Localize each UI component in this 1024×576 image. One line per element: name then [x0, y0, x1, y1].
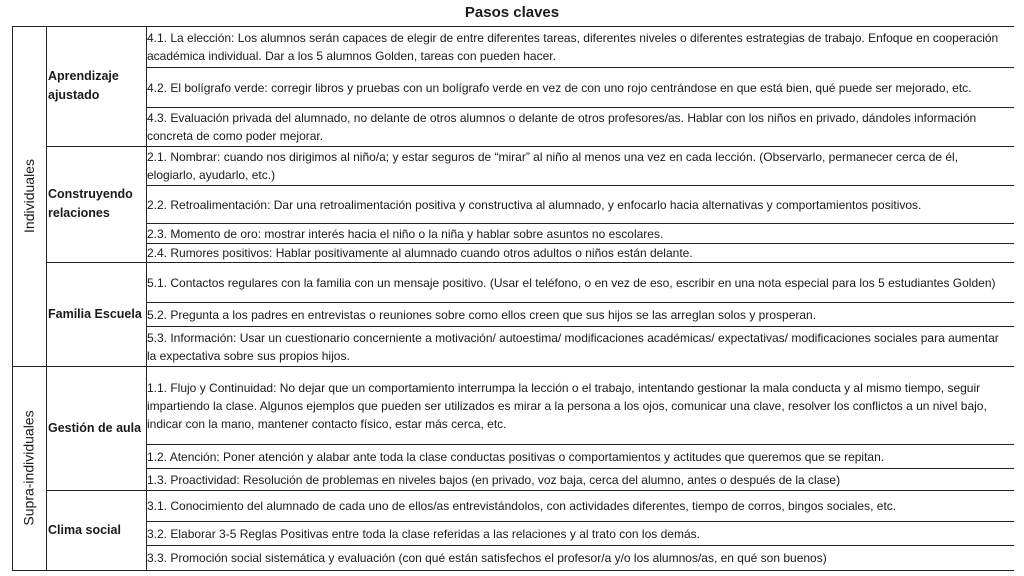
- group-supra-individuales: [12, 366, 45, 570]
- group-label: Supra-individuales: [20, 410, 37, 526]
- table-row: [147, 186, 1001, 223]
- table-row: [147, 263, 1001, 302]
- row-text: 2.3. Momento de oro: mostrar interés hacia el niño o la niña y hablar sobre asuntos no escolares.: [147, 226, 664, 241]
- table-row: [147, 108, 1001, 146]
- table-title: Pasos claves: [464, 4, 560, 21]
- table-row: [147, 27, 1001, 67]
- table-row: [147, 469, 1001, 490]
- category-familia-escuela: Familia Escuela: [48, 306, 142, 321]
- row-text: 5.1. Contactos regulares con la familia con un mensaje positivo. (Usar el teléfono, o en vez de eso, escribir en una nota especial para los 5 estudiantes Golden): [147, 275, 996, 290]
- row-text: 1.2. Atención: Poner atención y alabar ante toda la clase conductas positivas o comportamientos y actitudes que queremos que se repitan.: [147, 449, 885, 464]
- row-text: 3.2. Elaborar 3-5 Reglas Positivas entre toda la clase referidas a las relaciones y al trato con los demás.: [147, 526, 700, 541]
- row-text: 4.2. El bolígrafo verde: corregir libros y pruebas con un bolígrafo verde en vez de con uno rojo centrándose en que está bien, qué puede ser mejorado, etc.: [147, 80, 972, 95]
- category-construyendo-relaciones: Construyendo relaciones: [48, 187, 133, 220]
- table-row: [147, 147, 1001, 185]
- table-row: [147, 224, 1001, 243]
- row-text: 4.3. Evaluación privada del alumnado, no delante de otros alumnos o delante de otros profesores/as. Hablar con los niños en privado, dándoles información concreta de como poder mejorar.: [147, 111, 977, 143]
- table-row: [147, 303, 1001, 326]
- table-row: [147, 367, 1001, 444]
- table-row: [147, 546, 1001, 570]
- row-text: 2.4. Rumores positivos: Hablar positivamente al alumnado cuando otros adultos o niños están delante.: [147, 246, 693, 260]
- row-text: 3.3. Promoción social sistemática y evaluación (con qué están satisfechos el profesor/a y/o los alumnos/as, en qué son buenos): [147, 551, 827, 565]
- table-row: [147, 68, 1001, 107]
- group-individuales: [12, 26, 45, 366]
- row-text: 3.1. Conocimiento del alumnado de cada uno de ellos/as entrevistándolos, con actividades diferentes, tiempo de corros, bingos sociales, etc.: [147, 499, 897, 513]
- row-text: 5.3. Información: Usar un cuestionario concerniente a motivación/ autoestima/ modificaciones académicas/ expectativas/ modificaciones sociales para aumentar la expectativa sobre sus propios hijos.: [147, 330, 999, 363]
- row-text: 1.3. Proactividad: Resolución de problemas en niveles bajos (en privado, voz baja, cerca del alumno, antes o después de la clase): [147, 472, 841, 487]
- row-text: 4.1. La elección: Los alumnos serán capaces de elegir de entre diferentes tareas, diferentes niveles o diferentes estrategias de trabajo. Enfoque en cooperación académica individual. Dar a los 5 alumnos Golden, tareas con pueden hacer.: [147, 31, 999, 63]
- table-row: [147, 244, 1001, 262]
- table-row: [147, 327, 1001, 366]
- table-row: [147, 445, 1001, 468]
- row-text: 5.2. Pregunta a los padres en entrevistas o reuniones sobre como ellos creen que sus hijos se las arreglan solos y prosperan.: [147, 307, 817, 322]
- table-row: [147, 491, 1001, 521]
- row-text: 1.1. Flujo y Continuidad: No dejar que un comportamiento interrumpa la lección o el trabajo, intentando gestionar la mala conducta y al mismo tiempo, seguir impartiendo la clase. Algunos ejemplos que pueden ser utilizados es mirar a la persona a los ojos, comunicar una clave, resolver los conflictos a un nivel bajo, indicar con la mano, mantener contacto físico, estar más cerca, etc.: [147, 380, 987, 431]
- table-row: [147, 522, 1001, 545]
- table-bottom-border: [12, 570, 1014, 571]
- category-clima-social: Clima social: [48, 522, 121, 537]
- row-text: 2.1. Nombrar: cuando nos dirigimos al niño/a; y estar seguros de “mirar” al niño al menos una vez en cada lección. (Observarlo, permanecer cerca de él, elogiarlo, ayudarlo, etc.): [147, 150, 959, 182]
- row-text: 2.2. Retroalimentación: Dar una retroalimentación positiva y constructiva al alumnado, y enfocarlo hacia alternativas y comportamientos positivos.: [147, 197, 922, 212]
- group-column-divider: [46, 26, 47, 570]
- category-aprendizaje-ajustado: Aprendizaje ajustado: [48, 69, 119, 102]
- category-gestion-de-aula: Gestión de aula: [48, 420, 142, 435]
- group-label: Individuales: [20, 159, 37, 233]
